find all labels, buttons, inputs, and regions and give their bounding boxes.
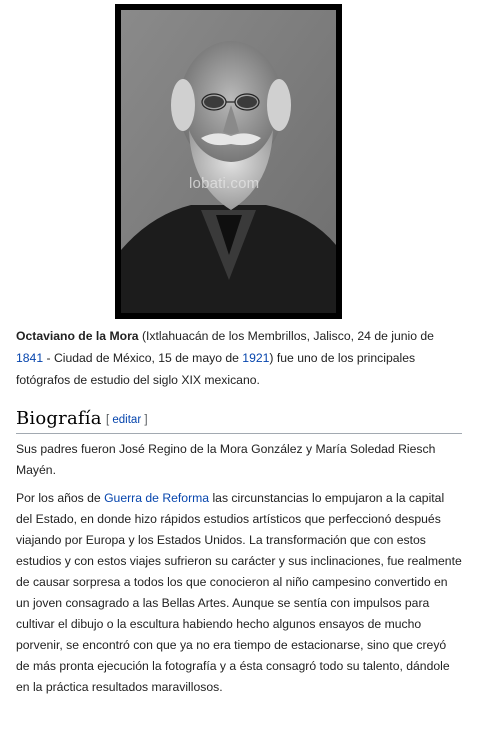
portrait-frame [115, 4, 342, 319]
edit-section [106, 414, 148, 426]
edit-bracket-close: ] [141, 414, 148, 426]
paragraph-career [16, 488, 462, 698]
caption-text: - Ciudad de México, 15 de mayo de [43, 351, 243, 365]
paragraph-text: las circunstancias lo empujaron a la capital del Estado, en donde hizo rápidos estudios artísticos que perfeccionó después viajando por Europa y los Estados Unidos. La transformación que con estos estudios y con estos viajes sufrieron su carácter y sus inclinaciones, fue realmente de causar sorpresa a todos los que conocieron al niño campesino convertido en un joven consagrado a las Bellas Artes. Aunque se sentía con impulsos para cultivar el dibujo o la escultura habiendo hecho algunos ensayos de mucho porvenir, se encontró con que ya no era tiempo de estacionarse, sino que creyó de más pronta ejecución la fotografía y a ésta consagró todo su talento, dándole en la práctica resultados maravillosos. [16, 491, 462, 694]
caption-text: (Ixtlahuacán de los Membrillos, Jalisco, 24 de junio de [138, 329, 434, 343]
death-year-link[interactable]: 1921 [242, 351, 270, 365]
section-title: Biografía [16, 408, 102, 429]
edit-bracket-open: [ [106, 414, 113, 426]
image-caption [16, 325, 462, 391]
caption-text: ) fue uno de los principales fotógrafos de estudio del siglo XIX mexicano. [16, 351, 416, 387]
section-header-biografia [16, 407, 462, 434]
watermark-text: lobati.com [189, 175, 260, 192]
paragraph-parents: Sus padres fueron José Regino de la Mora González y María Soledad Riesch Mayén. [16, 442, 436, 477]
guerra-de-reforma-link[interactable]: Guerra de Reforma [104, 491, 210, 505]
subject-name: Octaviano de la Mora [16, 329, 139, 343]
birth-year-link[interactable]: 1841 [16, 351, 44, 365]
paragraph-text: Por los años de [16, 491, 105, 505]
edit-link[interactable]: editar [112, 414, 142, 426]
portrait-photo[interactable] [121, 10, 336, 313]
